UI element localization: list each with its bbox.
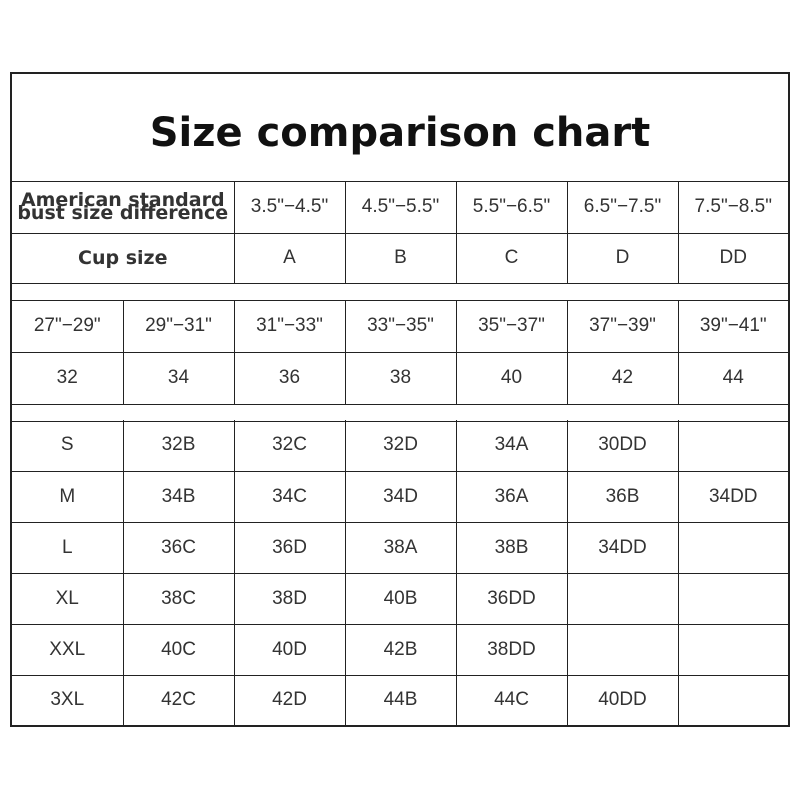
- underbust-cell: 31"−33": [234, 300, 345, 352]
- size-cell: 42C: [123, 675, 234, 725]
- bust-difference-row: [12, 182, 788, 233]
- size-row-xxl: [12, 624, 788, 675]
- chart-title: Size comparison chart: [12, 74, 788, 182]
- band-size-cell: 44: [678, 352, 788, 404]
- underbust-cell: 29"−31": [123, 300, 234, 352]
- bust-difference-cell: 5.5"−6.5": [456, 182, 567, 233]
- size-label: M: [12, 471, 123, 522]
- size-cell: 34A: [456, 420, 567, 471]
- underbust-cell: 27"−29": [12, 300, 123, 352]
- size-cell: 32D: [345, 420, 456, 471]
- size-cell: [678, 624, 788, 675]
- bust-difference-cell: 3.5"−4.5": [234, 182, 345, 233]
- size-row-xl: [12, 573, 788, 624]
- size-cell: 36A: [456, 471, 567, 522]
- size-row-3xl: [12, 675, 788, 725]
- bust-difference-cell: 4.5"−5.5": [345, 182, 456, 233]
- size-row-l: [12, 522, 788, 573]
- underbust-cell: 35"−37": [456, 300, 567, 352]
- size-cell: 36B: [567, 471, 678, 522]
- bust-difference-cell: 6.5"−7.5": [567, 182, 678, 233]
- size-cell: [678, 675, 788, 725]
- size-cell: 36DD: [456, 573, 567, 624]
- size-cell: [567, 624, 678, 675]
- size-cell: 32B: [123, 420, 234, 471]
- size-cell: 40DD: [567, 675, 678, 725]
- size-comparison-chart: [10, 72, 790, 727]
- size-cell: 34C: [234, 471, 345, 522]
- size-cell: 40B: [345, 573, 456, 624]
- size-cell: 38C: [123, 573, 234, 624]
- bust-difference-cell: 7.5"−8.5": [678, 182, 788, 233]
- size-label: L: [12, 522, 123, 573]
- size-label: S: [12, 420, 123, 471]
- size-cell: 42B: [345, 624, 456, 675]
- size-cell: [567, 573, 678, 624]
- underbust-row: [12, 300, 788, 352]
- size-cell: 32C: [234, 420, 345, 471]
- size-cell: 40C: [123, 624, 234, 675]
- band-size-cell: 40: [456, 352, 567, 404]
- underbust-cell: 37"−39": [567, 300, 678, 352]
- bust-difference-label: American standard bust size difference: [12, 182, 234, 233]
- size-cell: 34B: [123, 471, 234, 522]
- size-cell: [678, 522, 788, 573]
- section-divider: [12, 283, 788, 301]
- size-cell: 34DD: [567, 522, 678, 573]
- size-cell: 38B: [456, 522, 567, 573]
- cup-size-table: [12, 182, 788, 283]
- band-size-cell: 38: [345, 352, 456, 404]
- size-row-m: [12, 471, 788, 522]
- size-cell: 38A: [345, 522, 456, 573]
- size-cell: 40D: [234, 624, 345, 675]
- size-cell: 42D: [234, 675, 345, 725]
- cup-size-cell: D: [567, 233, 678, 283]
- size-cell: [678, 420, 788, 471]
- size-label: 3XL: [12, 675, 123, 725]
- band-size-cell: 34: [123, 352, 234, 404]
- size-cell: 44C: [456, 675, 567, 725]
- cup-size-row: [12, 233, 788, 283]
- size-cell: 30DD: [567, 420, 678, 471]
- band-size-cell: 42: [567, 352, 678, 404]
- size-cell: 36C: [123, 522, 234, 573]
- size-cell: 34D: [345, 471, 456, 522]
- size-cell: [678, 573, 788, 624]
- cup-size-cell: B: [345, 233, 456, 283]
- size-cell: 38DD: [456, 624, 567, 675]
- cup-size-cell: DD: [678, 233, 788, 283]
- size-cell: 34DD: [678, 471, 788, 522]
- size-row-s: [12, 420, 788, 471]
- size-cell: 36D: [234, 522, 345, 573]
- size-cell: 38D: [234, 573, 345, 624]
- cup-size-label: Cup size: [12, 233, 234, 283]
- cup-size-cell: C: [456, 233, 567, 283]
- band-size-table: [12, 300, 788, 404]
- size-label: XL: [12, 573, 123, 624]
- band-size-cell: 36: [234, 352, 345, 404]
- cup-size-cell: A: [234, 233, 345, 283]
- underbust-cell: 33"−35": [345, 300, 456, 352]
- size-cell: 44B: [345, 675, 456, 725]
- size-label: XXL: [12, 624, 123, 675]
- letter-size-table: [12, 420, 788, 725]
- underbust-cell: 39"−41": [678, 300, 788, 352]
- band-size-row: [12, 352, 788, 404]
- band-size-cell: 32: [12, 352, 123, 404]
